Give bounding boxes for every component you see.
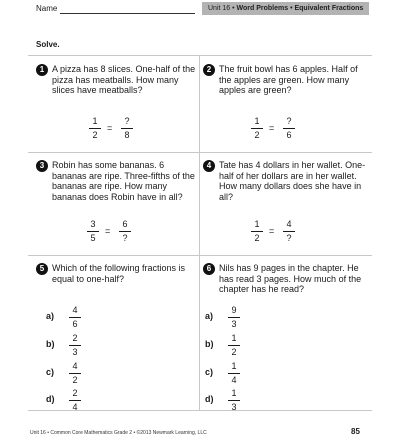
numerator: 1 [231, 361, 237, 371]
equation-2 [250, 116, 340, 146]
denominator: 2 [72, 375, 78, 385]
denominator: 2 [254, 233, 260, 243]
numerator: 1 [254, 116, 260, 126]
denominator: 2 [92, 130, 98, 140]
option-letter: c) [205, 367, 214, 377]
denominator: 6 [72, 319, 78, 329]
fraction-right [120, 116, 134, 141]
question-number-6: 6 [203, 263, 215, 275]
fraction-bar [251, 128, 263, 129]
divider-middle-1 [28, 152, 372, 153]
fraction-bar [228, 400, 240, 401]
equals-sign: = [105, 226, 111, 236]
numerator: 4 [286, 219, 292, 229]
numerator: 1 [254, 219, 260, 229]
denominator: 5 [90, 233, 96, 243]
option-6d[interactable] [205, 388, 265, 414]
option-letter: b) [46, 339, 55, 349]
question-number-3: 3 [36, 160, 48, 172]
numerator: 2 [72, 388, 78, 398]
option-6c[interactable] [205, 361, 265, 387]
unit-label: Unit 16 • [208, 5, 235, 12]
fraction-bar [87, 231, 99, 232]
option-letter: a) [205, 311, 214, 321]
denominator: 2 [254, 130, 260, 140]
instruction: Solve. [36, 40, 60, 49]
option-5d[interactable] [46, 388, 106, 414]
denominator: 3 [72, 347, 78, 357]
option-6b[interactable] [205, 333, 265, 359]
fraction-left [250, 219, 264, 244]
denominator: 6 [286, 130, 292, 140]
divider-vertical [199, 55, 200, 410]
divider-top [28, 55, 372, 56]
numerator: ? [286, 116, 292, 126]
numerator: ? [124, 116, 130, 126]
numerator: 1 [231, 388, 237, 398]
fraction-bar [121, 128, 133, 129]
numerator: 4 [72, 361, 78, 371]
denominator: 3 [231, 402, 237, 412]
question-text-1: A pizza has 8 slices. One-half of the pizza has meatballs. How many slices have meatballs? [52, 64, 196, 95]
fraction-left [250, 116, 264, 141]
numerator: 2 [72, 333, 78, 343]
numerator: 1 [92, 116, 98, 126]
option-fraction [68, 305, 82, 330]
fraction-bar [251, 231, 263, 232]
option-fraction [227, 388, 241, 413]
denominator: 4 [72, 402, 78, 412]
option-6a[interactable] [205, 305, 265, 331]
page-number: 85 [351, 427, 360, 436]
denominator: ? [286, 233, 292, 243]
fraction-bar [69, 400, 81, 401]
question-number-5: 5 [36, 263, 48, 275]
option-fraction [68, 333, 82, 358]
question-number-4: 4 [203, 160, 215, 172]
fraction-right [282, 219, 296, 244]
option-5b[interactable] [46, 333, 106, 359]
fraction-left [86, 219, 100, 244]
option-5a[interactable] [46, 305, 106, 331]
numerator: 6 [122, 219, 128, 229]
denominator: ? [122, 233, 128, 243]
fraction-bar [228, 373, 240, 374]
fraction-bar [69, 317, 81, 318]
numerator: 1 [231, 333, 237, 343]
denominator: 3 [231, 319, 237, 329]
denominator: 8 [124, 130, 130, 140]
option-fraction [68, 388, 82, 413]
option-letter: b) [205, 339, 214, 349]
question-text-2: The fruit bowl has 6 apples. Half of the apples are green. How many apples are green? [219, 64, 358, 95]
fraction-bar [69, 345, 81, 346]
unit-topic: Word Problems • Equivalent Fractions [236, 5, 364, 12]
option-letter: d) [46, 394, 55, 404]
question-text-3: Robin has some bananas. 6 bananas are ripe. Three-fifths of the bananas are ripe. How many bananas does Robin have in all? [52, 160, 195, 202]
numerator: 4 [72, 305, 78, 315]
question-number-2: 2 [203, 64, 215, 76]
equals-sign: = [107, 123, 113, 133]
option-5c[interactable] [46, 361, 106, 387]
question-number-1: 1 [36, 64, 48, 76]
option-letter: d) [205, 394, 214, 404]
option-fraction [227, 333, 241, 358]
question-text-5: Which of the following fractions is equal to one-half? [52, 263, 186, 284]
fraction-right [282, 116, 296, 141]
unit-banner [202, 2, 369, 15]
equals-sign: = [269, 226, 275, 236]
fraction-bar [89, 128, 101, 129]
denominator: 4 [231, 375, 237, 385]
equation-1 [88, 116, 178, 146]
question-text-6: Nils has 9 pages in the chapter. He has read 3 pages. How much of the chapter has he read? [219, 263, 362, 294]
option-fraction [68, 361, 82, 386]
option-letter: a) [46, 311, 55, 321]
divider-middle-2 [28, 255, 372, 256]
denominator: 2 [231, 347, 237, 357]
footer-credit: Unit 16 • Common Core Mathematics Grade 2 • ©2013 Newmark Learning, LLC [30, 430, 207, 436]
fraction-bar [283, 231, 295, 232]
equation-4 [250, 219, 340, 249]
name-line [60, 13, 195, 14]
fraction-bar [283, 128, 295, 129]
fraction-right [118, 219, 132, 244]
name-label: Name [36, 4, 58, 13]
equation-3 [86, 219, 176, 249]
question-text-4: Tate has 4 dollars in her wallet. One-half of her dollars are in her wallet. How many dollars does she have in all? [219, 160, 366, 202]
option-letter: c) [46, 367, 55, 377]
numerator: 9 [231, 305, 237, 315]
fraction-bar [119, 231, 131, 232]
fraction-left [88, 116, 102, 141]
fraction-bar [69, 373, 81, 374]
numerator: 3 [90, 219, 96, 229]
fraction-bar [228, 345, 240, 346]
equals-sign: = [269, 123, 275, 133]
fraction-bar [228, 317, 240, 318]
option-fraction [227, 361, 241, 386]
option-fraction [227, 305, 241, 330]
